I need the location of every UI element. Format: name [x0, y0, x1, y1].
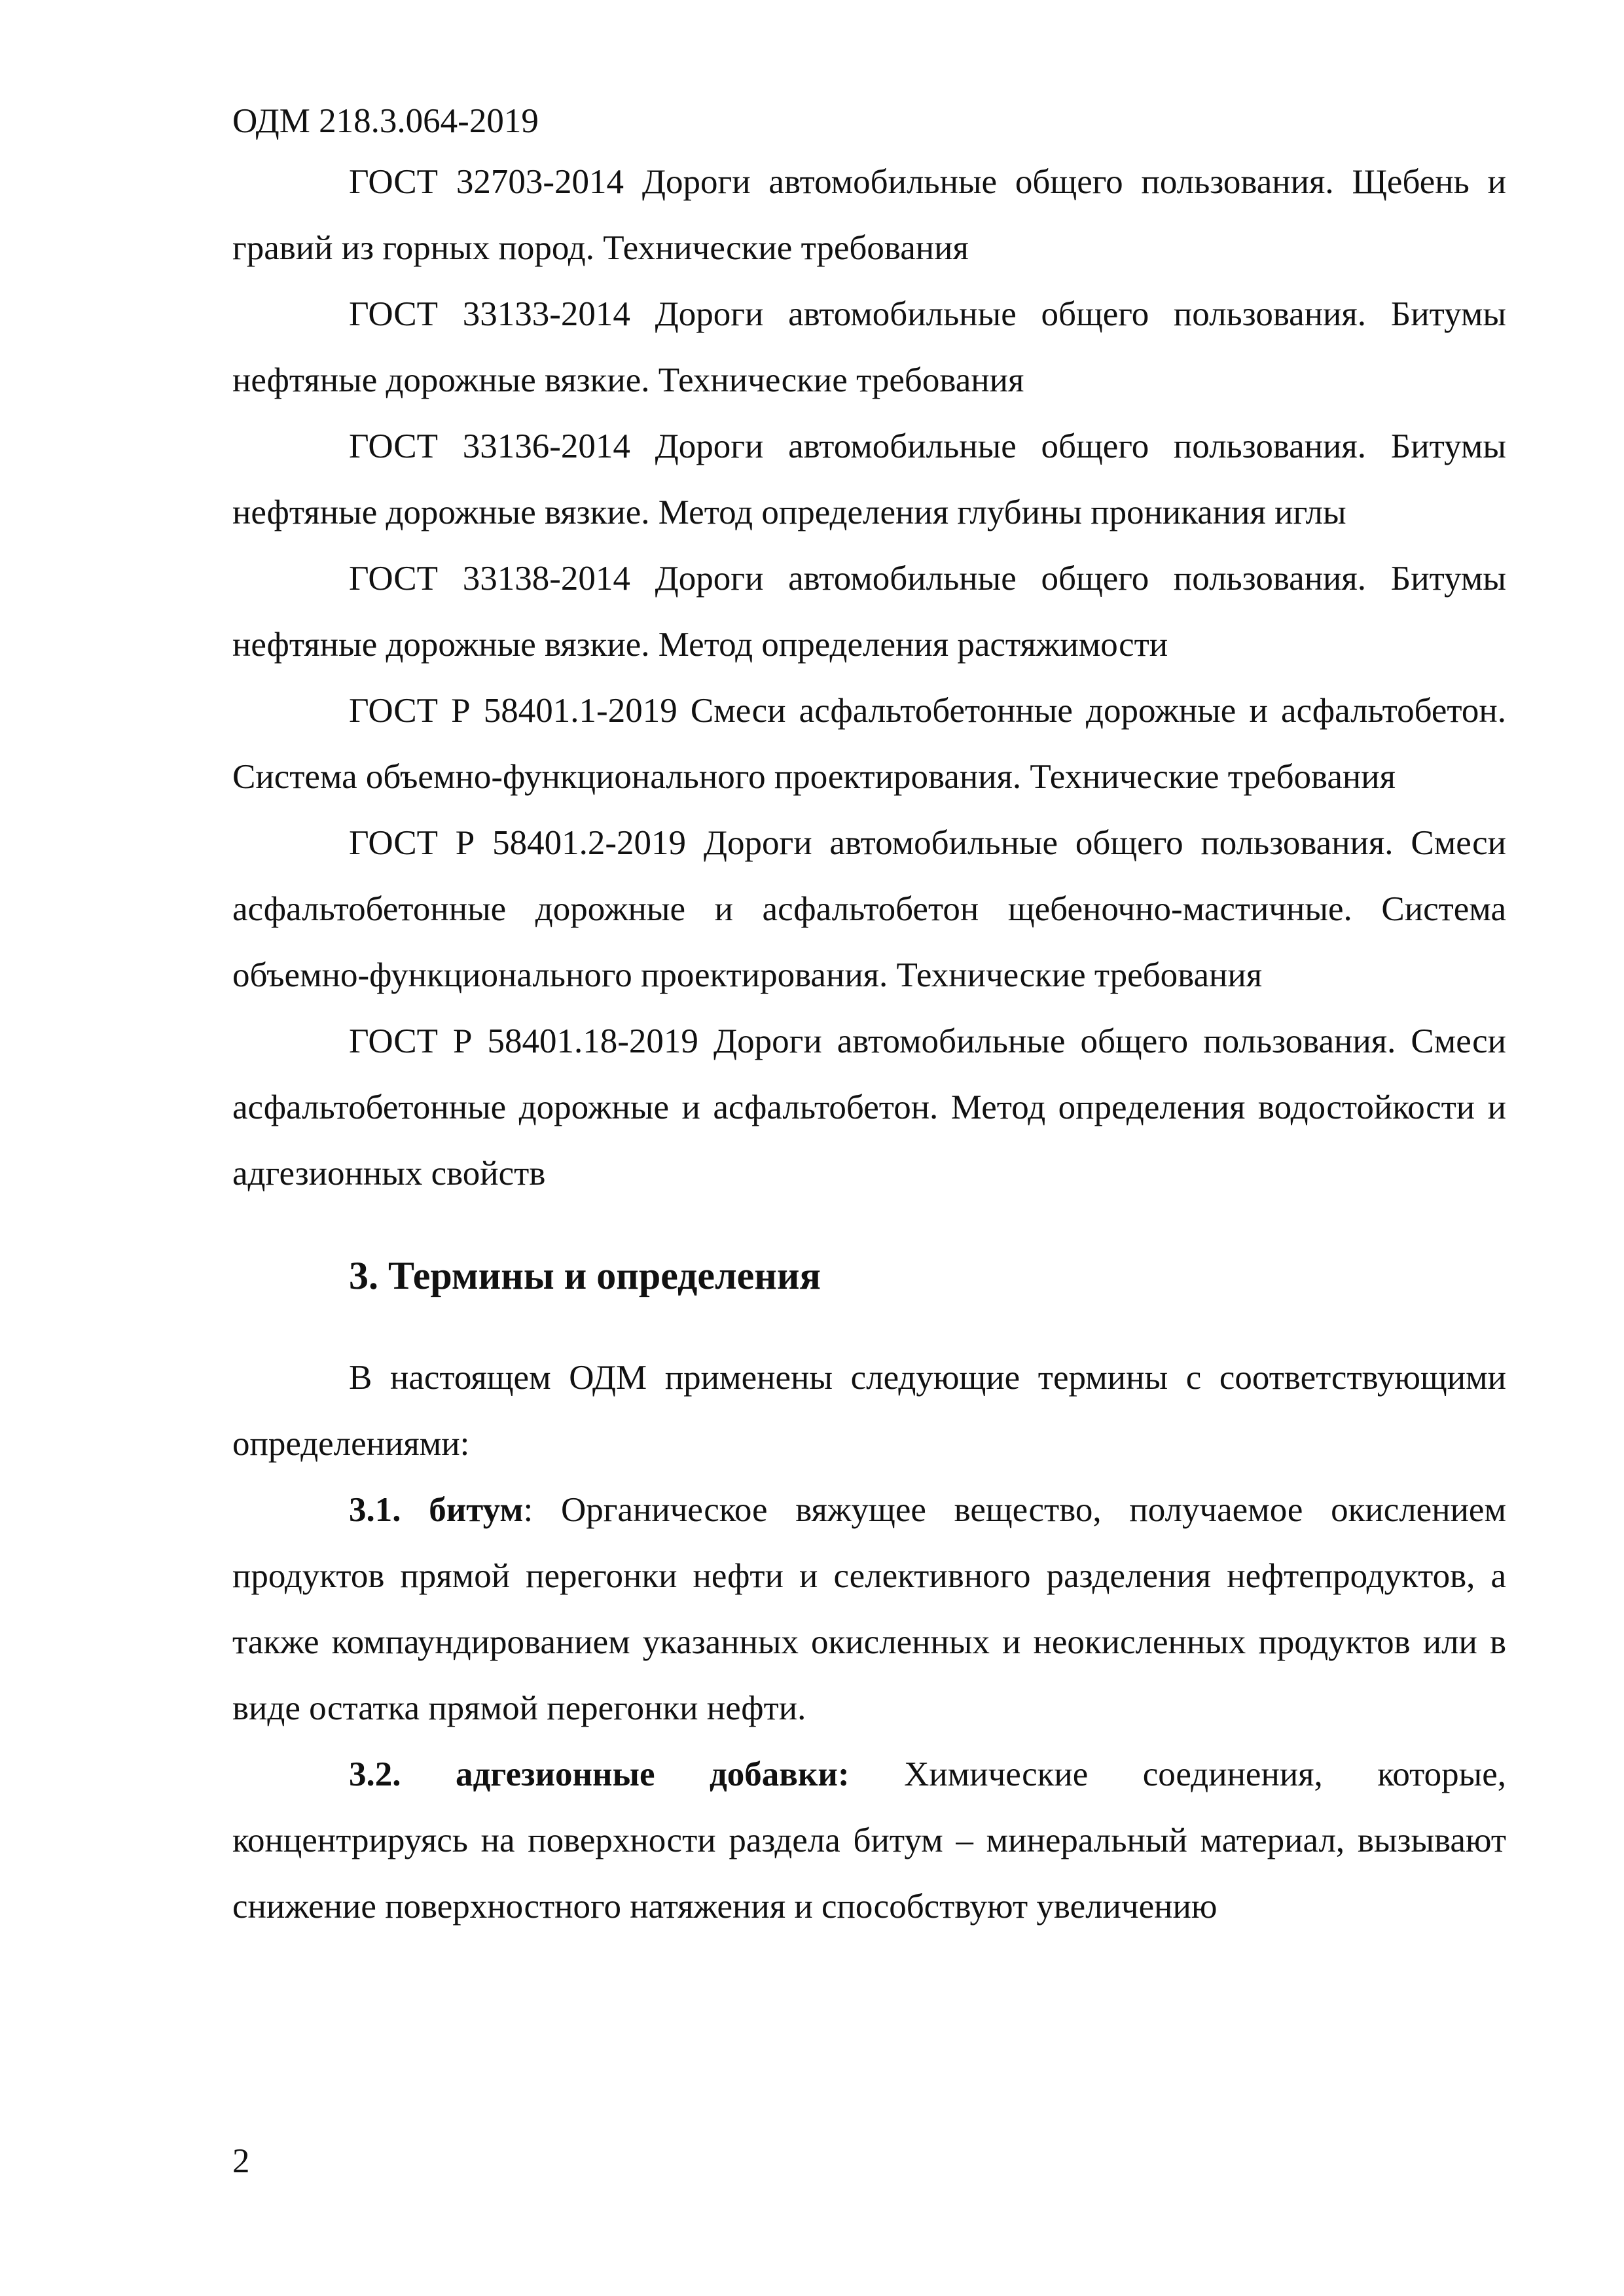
term-text: Органическое вяжущее вещество, получаемое окислением продуктов прямой перегонки нефти и селективного разделения нефтепродуктов, а также компаундированием указанных окисленных и неокисленных продуктов или в виде остатка прямой перегонки нефти. [232, 1491, 1506, 1727]
document-code-header: ОДМ 218.3.064-2019 [232, 102, 539, 140]
reference-item: ГОСТ 32703-2014 Дороги автомобильные общего пользования. Щебень и гравий из горных пород. Технические требования [232, 163, 1506, 267]
reference-item: ГОСТ Р 58401.1-2019 Смеси асфальтобетонные дорожные и асфальтобетон. Система объемно-функционального проектирования. Технические требования [232, 692, 1506, 796]
reference-item: ГОСТ 33133-2014 Дороги автомобильные общего пользования. Битумы нефтяные дорожные вязкие. Технические требования [232, 295, 1506, 399]
term-text: Химические соединения, которые, концентрируясь на поверхности раздела битум – минеральный материал, вызывают снижение поверхностного натяжения и способствуют увеличению [232, 1755, 1506, 1926]
term-definition [232, 1742, 1506, 1940]
term-definition [232, 1477, 1506, 1742]
reference-item: ГОСТ 33138-2014 Дороги автомобильные общего пользования. Битумы нефтяные дорожные вязкие. Метод определения растяжимости [232, 560, 1506, 664]
section-heading: 3. Термины и определения [349, 1254, 821, 1297]
term-separator: : [523, 1491, 533, 1529]
page-number: 2 [232, 2142, 250, 2180]
term-name: 3.2. адгезионные добавки: [349, 1755, 850, 1793]
section-intro: В настоящем ОДМ применены следующие термины с соответствующими определениями: [232, 1359, 1506, 1463]
reference-item: ГОСТ Р 58401.18-2019 Дороги автомобильные общего пользования. Смеси асфальтобетонные дорожные и асфальтобетон. Метод определения водостойкости и адгезионных свойств [232, 1022, 1506, 1193]
page-content [232, 149, 1506, 1940]
reference-item: ГОСТ 33136-2014 Дороги автомобильные общего пользования. Битумы нефтяные дорожные вязкие. Метод определения глубины проникания иглы [232, 427, 1506, 531]
reference-item: ГОСТ Р 58401.2-2019 Дороги автомобильные общего пользования. Смеси асфальтобетонные дорожные и асфальтобетон щебеночно-мастичные. Система объемно-функционального проектирования. Технические требования [232, 824, 1506, 994]
term-name: 3.1. битум [349, 1491, 524, 1529]
